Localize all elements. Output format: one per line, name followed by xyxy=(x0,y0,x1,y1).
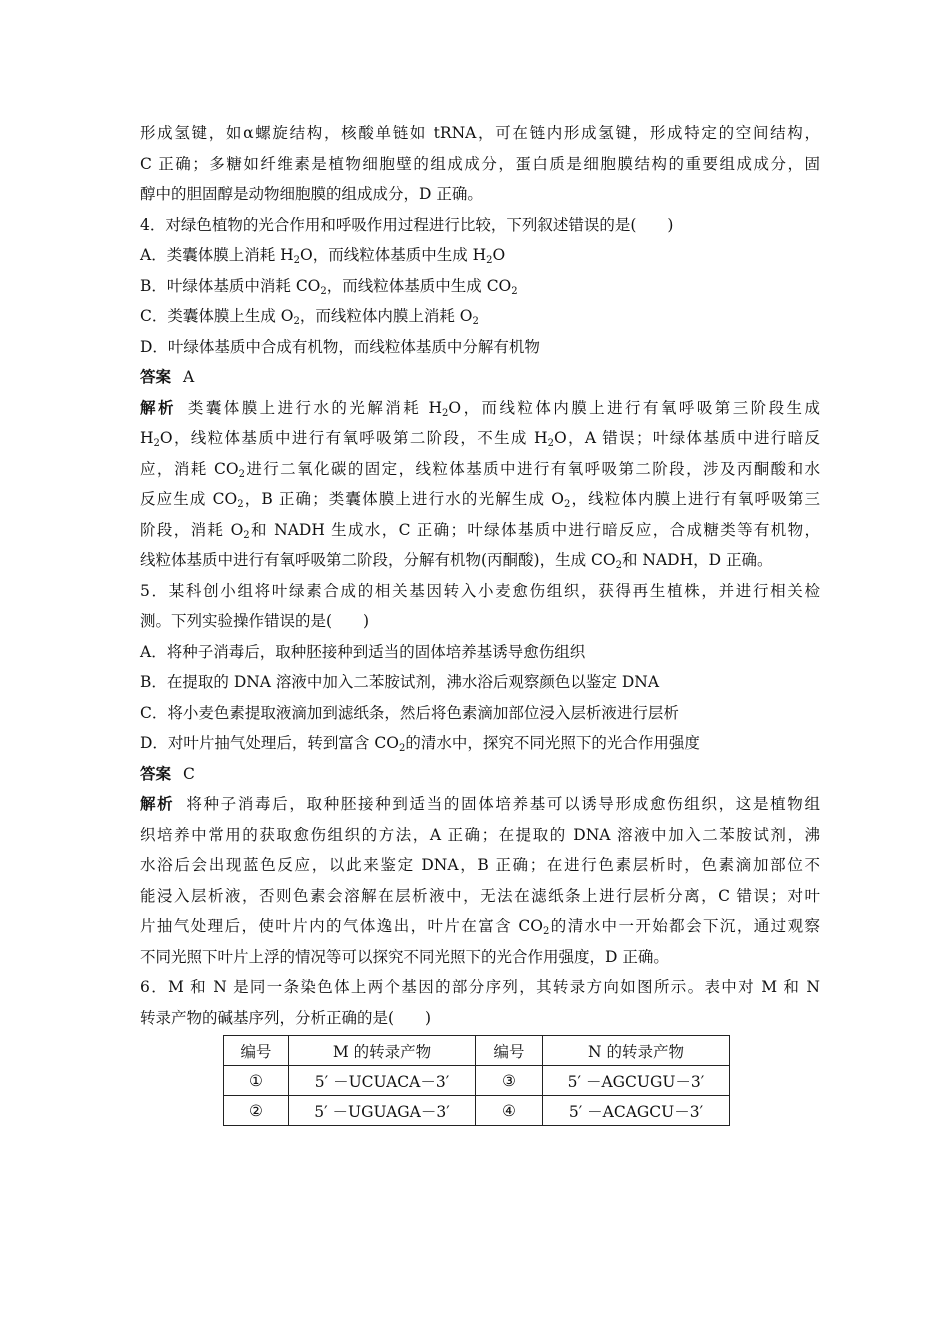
q5-stem-line-2: 测。下列实验操作错误的是( ) xyxy=(140,612,370,630)
q5-analysis-line-3: 水浴后会出现蓝色反应，以此来鉴定 DNA，B 正确；在进行色素层析时，色素滴加部位不 xyxy=(140,856,820,874)
table-header-row xyxy=(224,1036,730,1066)
q4-option-a: A．类囊体膜上消耗 $H_2O$，而线粒体基质中生成 $H_2O$ xyxy=(140,246,506,266)
q6-stem-line-2: 转录产物的碱基序列，分析正确的是( ) xyxy=(140,1008,432,1027)
intro-line-1: 形成氢键，如α螺旋结构，核酸单链如 tRNA，可在链内形成氢键，形成特定的空间结构， xyxy=(140,124,820,142)
table-header-cell: M 的转录产物 xyxy=(289,1036,476,1066)
q4-analysis-line-6: 线粒体基质中进行有氧呼吸第二阶段，分解有机物(丙酮酸)，生成 $CO_2$和 NADH，D 正确。 xyxy=(140,551,773,571)
table-cell: 5′ －UCUACA－3′ xyxy=(289,1066,476,1096)
q4-option-b: B．叶绿体基质中消耗 $CO_2$，而线粒体基质中生成 $CO_2$ xyxy=(140,276,518,297)
q4-analysis-line-1: 解析 类囊体膜上进行水的光解消耗 $H_2O$，而线粒体内膜上进行有氧呼吸第三阶段生成 xyxy=(140,397,820,419)
intro-line-2: C 正确；多糖如纤维素是植物细胞壁的组成成分，蛋白质是细胞膜结构的重要组成成分，固 xyxy=(140,154,820,173)
q5-option-c: C．将小麦色素提取液滴加到滤纸条，然后将色素滴加部位浸入层析液进行层析 xyxy=(140,703,679,722)
q5-answer: 答案 C xyxy=(140,763,195,783)
q4-analysis-line-3: 应，消耗 $CO_2$进行二氧化碳的固定，线粒体基质中进行有氧呼吸第二阶段，涉及丙酮酸和水 xyxy=(140,459,820,480)
table-row xyxy=(224,1096,730,1126)
q5-option-d: D．对叶片抽气处理后，转到富含 $CO_2$的清水中，探究不同光照下的光合作用强度 xyxy=(140,734,700,754)
q4-answer: 答案 A xyxy=(140,367,195,386)
table-cell: ① xyxy=(224,1066,289,1096)
table-header-cell: N 的转录产物 xyxy=(543,1036,730,1066)
q4-analysis-line-2: $H_2O$，线粒体基质中进行有氧呼吸第二阶段，不生成 $H_2O$，A 错误；叶绿体基质中进行暗反 xyxy=(140,429,820,449)
intro-line-3: 醇中的胆固醇是动物细胞膜的组成成分，D 正确。 xyxy=(140,185,483,203)
table-cell: ③ xyxy=(476,1066,543,1096)
q4-stem: 4．对绿色植物的光合作用和呼吸作用过程进行比较，下列叙述错误的是( ) xyxy=(140,215,674,234)
transcription-table xyxy=(223,1035,730,1126)
q5-analysis-line-1: 解析 将种子消毒后，取种胚接种到适当的固体培养基可以诱导形成愈伤组织，这是植物组 xyxy=(140,794,820,813)
table-cell: ② xyxy=(224,1096,289,1126)
q5-option-a: A．将种子消毒后，取种胚接种到适当的固体培养基诱导愈伤组织 xyxy=(140,642,586,661)
q4-option-c: C．类囊体膜上生成 $O_2$，而线粒体内膜上消耗 $O_2$ xyxy=(140,307,479,327)
q5-analysis-line-4: 能浸入层析液，否则色素会溶解在层析液中，无法在滤纸条上进行层析分离，C 错误；对叶 xyxy=(140,886,820,905)
q4-option-d: D．叶绿体基质中合成有机物，而线粒体基质中分解有机物 xyxy=(140,337,540,356)
q6-stem-line-1: 6．M 和 N 是同一条染色体上两个基因的部分序列，其转录方向如图所示。表中对 M 和 N xyxy=(140,978,820,996)
q5-analysis-line-6: 不同光照下叶片上浮的情况等可以探究不同光照下的光合作用强度，D 正确。 xyxy=(140,947,669,966)
q4-analysis-line-4: 反应生成 $CO_2$，B 正确；类囊体膜上进行水的光解生成 $O_2$，线粒体内膜上进行有氧呼吸第三 xyxy=(140,490,820,510)
table-cell: ④ xyxy=(476,1096,543,1126)
table-cell: 5′ －AGCUGU－3′ xyxy=(543,1066,730,1096)
q5-option-b: B．在提取的 DNA 溶液中加入二苯胺试剂，沸水浴后观察颜色以鉴定 DNA xyxy=(140,673,660,691)
q5-stem-line-1: 5．某科创小组将叶绿素合成的相关基因转入小麦愈伤组织，获得再生植株，并进行相关检 xyxy=(140,581,820,600)
document-page xyxy=(140,118,820,1033)
table-header-cell: 编号 xyxy=(224,1036,289,1066)
table-row xyxy=(224,1066,730,1096)
table-cell: 5′ －UGUAGA－3′ xyxy=(289,1096,476,1126)
table-header-cell: 编号 xyxy=(476,1036,543,1066)
q5-analysis-line-5: 片抽气处理后，使叶片内的气体逸出，叶片在富含 $CO_2$的清水中一开始都会下沉，通过观察 xyxy=(140,917,820,937)
table-cell: 5′ －ACAGCU－3′ xyxy=(543,1096,730,1126)
q4-analysis-line-5: 阶段，消耗 $O_2$和 NADH 生成水，C 正确；叶绿体基质中进行暗反应，合成糖类等有机物， xyxy=(140,520,821,541)
q5-analysis-line-2: 织培养中常用的获取愈伤组织的方法，A 正确；在提取的 DNA 溶液中加入二苯胺试剂，沸 xyxy=(140,825,820,844)
